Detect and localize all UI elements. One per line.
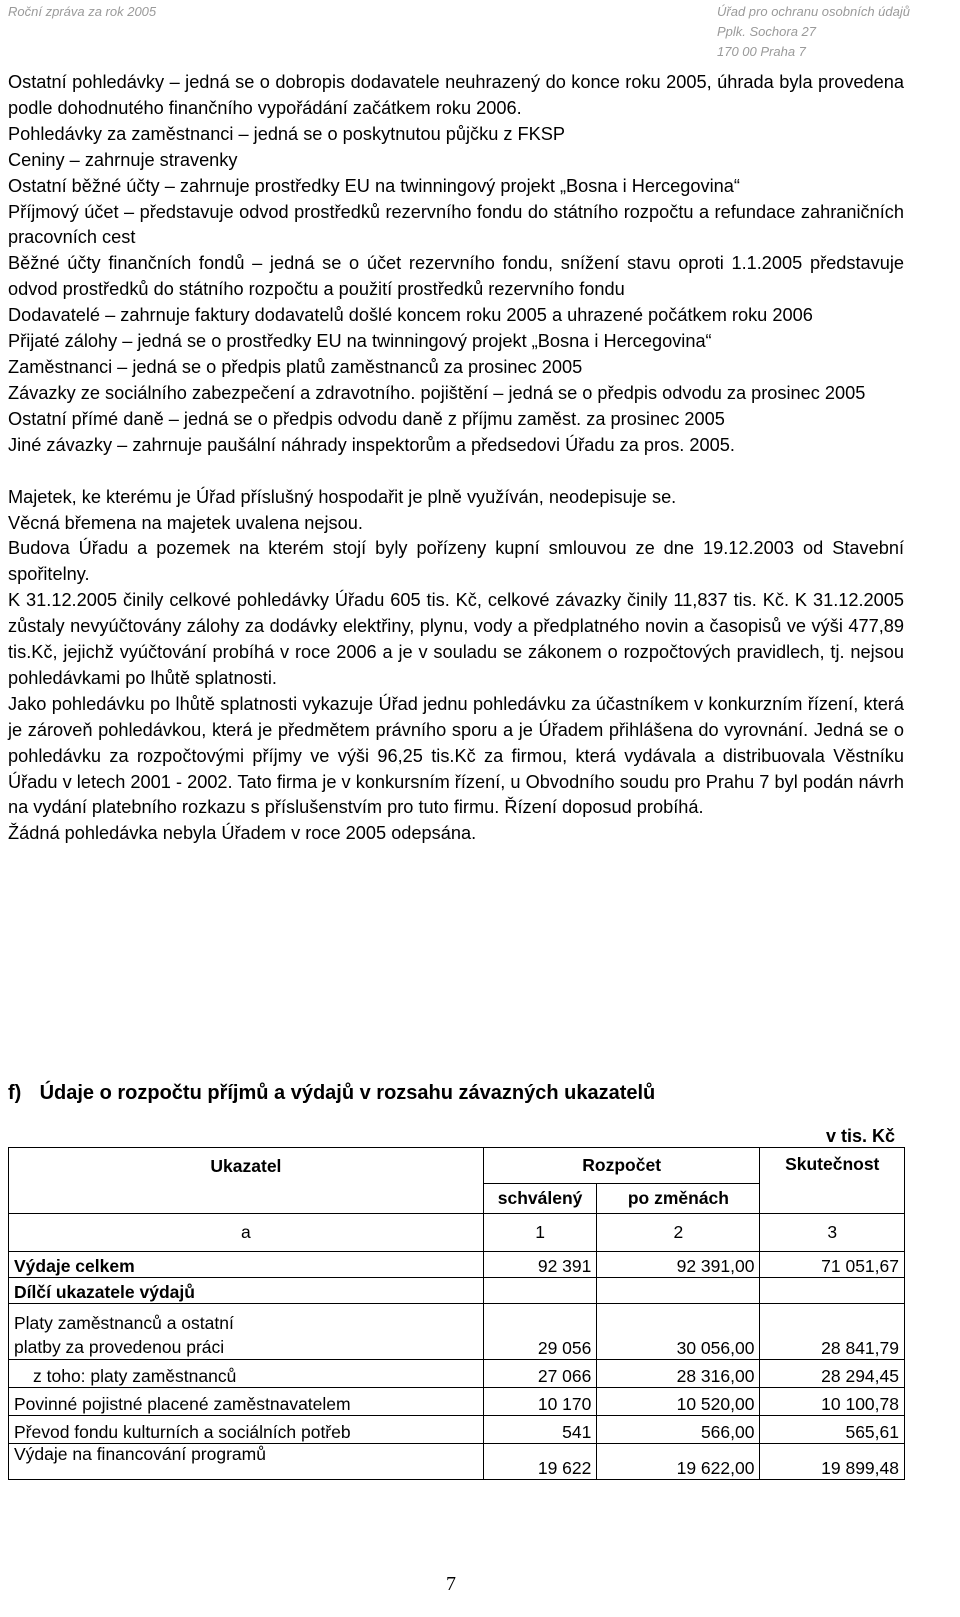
table-unit-label: v tis. Kč	[826, 1126, 896, 1146]
table-row	[9, 1252, 905, 1278]
table-row	[9, 1416, 905, 1444]
row-label: Povinné pojistné placené zaměstnavatelem	[9, 1388, 484, 1416]
cell-po-zmenach: 10 520,00	[597, 1388, 760, 1416]
row-label: Dílčí ukazatele výdajů	[9, 1278, 484, 1304]
header-rozpocet: Rozpočet	[483, 1148, 760, 1184]
paragraph: Dodavatelé – zahrnuje faktury dodavatelů došlé koncem roku 2005 a uhrazené počátkem roku 2006	[8, 305, 813, 326]
paragraph: Pohledávky za zaměstnanci – jedná se o poskytnutou půjčku z FKSP	[8, 123, 566, 144]
cell-schvaleny: 29 056	[483, 1304, 597, 1360]
index-cell: a	[9, 1214, 484, 1252]
row-label: Převod fondu kulturních a sociálních potřeb	[9, 1416, 484, 1444]
cell-po-zmenach: 30 056,00	[597, 1304, 760, 1360]
paragraph: Běžné účty finančních fondů – jedná se o účet rezervního fondu, snížení stavu oproti 1.1.2005 představuje odvod prostředků do státního rozpočtu a použití prostředků rezervního fondu	[8, 253, 904, 300]
cell-skutecnost: 71 051,67	[760, 1252, 905, 1278]
paragraph: K 31.12.2005 činily celkové pohledávky Úřadu 605 tis. Kč, celkové závazky činily 11,837 tis. Kč. K 31.12.2005 zůstaly nevyúčtovány zálohy za dodávky elektřiny, plynu, vody a předplatného novin a časopisů ve výši 477,89 tis.Kč, jejichž vyúčtování probíhá v roce 2006 a je v souladu se zákonem o rozpočtových pravidlech, tj. nejsou pohledávkami po lhůtě splatnosti.	[8, 590, 904, 688]
header-schvaleny: schválený	[483, 1184, 597, 1214]
table-header-row	[9, 1148, 905, 1184]
cell-schvaleny: 92 391	[483, 1252, 597, 1278]
paragraph: Věcná břemena na majetek uvalena nejsou.	[8, 512, 363, 533]
cell-schvaleny: 10 170	[483, 1388, 597, 1416]
cell-skutecnost: 565,61	[760, 1416, 905, 1444]
table-row	[9, 1278, 905, 1304]
row-label: z toho: platy zaměstnanců	[9, 1360, 484, 1388]
paragraph: Závazky ze sociálního zabezpečení a zdravotního. pojištění – jedná se o předpis odvodu za prosinec 2005	[8, 382, 866, 403]
table-row	[9, 1388, 905, 1416]
paragraph: Ceniny – zahrnuje stravenky	[8, 149, 238, 170]
paragraph: Jako pohledávku po lhůtě splatnosti vykazuje Úřad jednu pohledávku za účastníkem v konkurzním řízení, která je zároveň pohledávkou, která je předmětem právního sporu a je Úřadem přihlášena do vyrovnání. Jedná se o pohledávku za rozpočtovými příjmy ve výši 96,25 tis.Kč za firmou, která vydávala a distribuovala Věstníku Úřadu v letech 2001 - 2002. Tato firma je v konkursním řízení, u Obvodního soudu pro Prahu 7 byl podán návrh na vydání platebního rozkazu s příslušenstvím pro tuto firmu. Řízení doposud probíhá.	[8, 693, 904, 818]
header-ukazatel: Ukazatel	[9, 1148, 484, 1214]
cell-schvaleny	[483, 1278, 597, 1304]
row-label-line: Platy zaměstnanců a ostatní	[14, 1313, 234, 1333]
paragraph: Žádná pohledávka nebyla Úřadem v roce 2005 odepsána.	[8, 823, 477, 844]
row-label: Výdaje celkem	[9, 1252, 484, 1278]
table-row	[9, 1360, 905, 1388]
header-office-address	[717, 2, 910, 62]
header-report-title: Roční zpráva za rok 2005	[8, 4, 157, 19]
cell-po-zmenach	[597, 1278, 760, 1304]
budget-table	[8, 1147, 905, 1480]
cell-skutecnost: 28 294,45	[760, 1360, 905, 1388]
header-city: 170 00 Praha 7	[717, 44, 806, 59]
paragraph: Zaměstnanci – jedná se o předpis platů zaměstnanců za prosinec 2005	[8, 356, 583, 377]
header-skutecnost: Skutečnost	[760, 1148, 905, 1214]
paragraph: Přijaté zálohy – jedná se o prostředky EU na twinningový projekt „Bosna i Hercegovina“	[8, 331, 712, 352]
paragraph: Příjmový účet – představuje odvod prostředků rezervního fondu do státního rozpočtu a refundace zahraničních pracovních cest	[8, 201, 904, 248]
cell-skutecnost	[760, 1278, 905, 1304]
document-body	[8, 70, 904, 847]
spacer	[8, 459, 904, 485]
paragraph: Ostatní běžné účty – zahrnuje prostředky EU na twinningový projekt „Bosna i Hercegovina“	[8, 175, 740, 196]
page-number: 7	[446, 1573, 456, 1595]
row-label	[9, 1304, 484, 1360]
header-office-name: Úřad pro ochranu osobních údajů	[717, 4, 910, 19]
cell-schvaleny: 19 622	[483, 1444, 597, 1480]
header-street: Pplk. Sochora 27	[717, 24, 817, 39]
cell-po-zmenach: 92 391,00	[597, 1252, 760, 1278]
index-cell: 2	[597, 1214, 760, 1252]
index-cell: 1	[483, 1214, 597, 1252]
table-index-row	[9, 1214, 905, 1252]
paragraph: Majetek, ke kterému je Úřad příslušný hospodařit je plně využíván, neodepisuje se.	[8, 486, 677, 507]
paragraph: Budova Úřadu a pozemek na kterém stojí byly pořízeny kupní smlouvou ze dne 19.12.2003 od Stavební spořitelny.	[8, 538, 904, 585]
section-number: f)	[8, 1082, 22, 1104]
cell-po-zmenach: 28 316,00	[597, 1360, 760, 1388]
cell-po-zmenach: 19 622,00	[597, 1444, 760, 1480]
cell-skutecnost: 19 899,48	[760, 1444, 905, 1480]
section-heading	[8, 1082, 655, 1105]
cell-skutecnost: 10 100,78	[760, 1388, 905, 1416]
header-po-zmenach: po změnách	[597, 1184, 760, 1214]
cell-schvaleny: 27 066	[483, 1360, 597, 1388]
cell-schvaleny: 541	[483, 1416, 597, 1444]
paragraph: Ostatní pohledávky – jedná se o dobropis dodavatele neuhrazený do konce roku 2005, úhrada byla provedena podle dohodnutého finančního vypořádání začátkem roku 2006.	[8, 72, 904, 118]
row-label: Výdaje na financování programů	[9, 1444, 484, 1480]
paragraph: Ostatní přímé daně – jedná se o předpis odvodu daně z příjmu zaměst. za prosinec 2005	[8, 408, 725, 429]
table-row	[9, 1304, 905, 1360]
cell-skutecnost: 28 841,79	[760, 1304, 905, 1360]
cell-po-zmenach: 566,00	[597, 1416, 760, 1444]
index-cell: 3	[760, 1214, 905, 1252]
table-row	[9, 1444, 905, 1480]
paragraph: Jiné závazky – zahrnuje paušální náhrady inspektorům a předsedovi Úřadu za pros. 2005.	[8, 434, 735, 455]
row-label-line: platby za provedenou práci	[14, 1337, 225, 1357]
section-title: Údaje o rozpočtu příjmů a výdajů v rozsahu závazných ukazatelů	[39, 1082, 656, 1104]
